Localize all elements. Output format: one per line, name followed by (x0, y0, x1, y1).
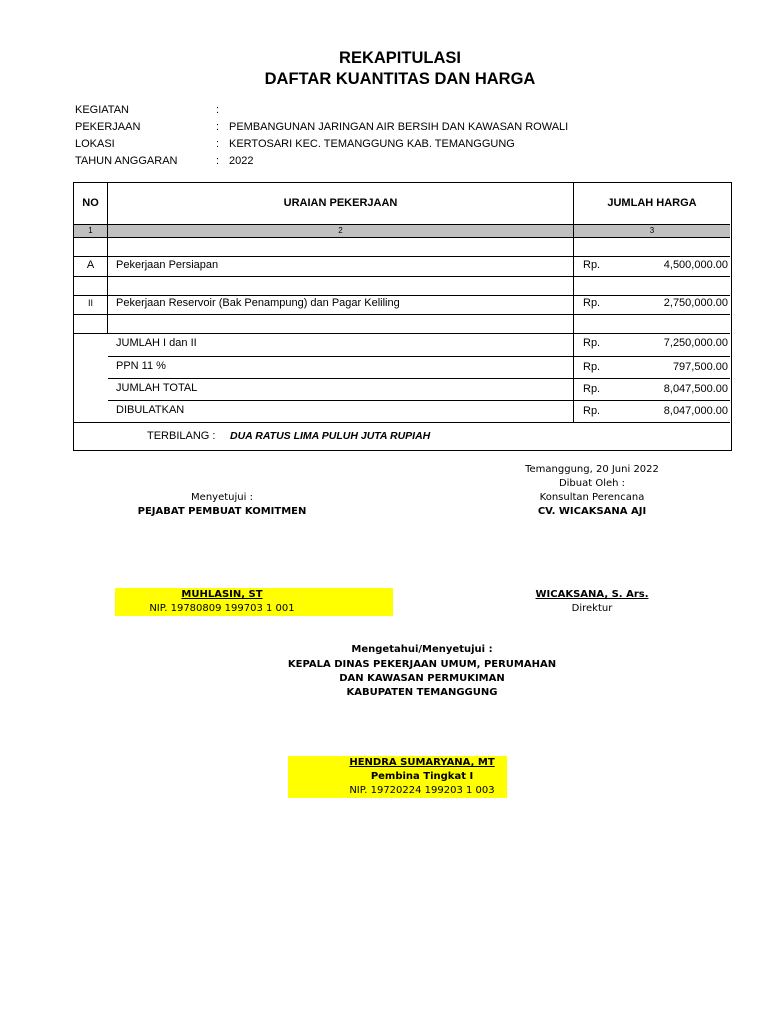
row-divider (108, 400, 730, 401)
summary-amount: 8,047,000.00 (663, 405, 728, 417)
item-uraian: Pekerjaan Reservoir (Bak Penampung) dan Pagar Keliling (116, 297, 400, 309)
info-value-lokasi: KERTOSARI KEC. TEMANGGUNG KAB. TEMANGGUNG (229, 138, 515, 150)
summary-currency: Rp. (583, 361, 601, 373)
summary-amount: 7,250,000.00 (663, 337, 728, 349)
info-label-lokasi: LOKASI (75, 138, 115, 150)
column-divider (573, 183, 574, 422)
kepala-dinas-line1: KEPALA DINAS PEKERJAAN UMUM, PERUMAHAN (287, 659, 557, 670)
dibuat-oleh-label: Dibuat Oleh : (558, 478, 626, 489)
item-amount: 2,750,000.00 (663, 297, 728, 309)
document-subtitle: DAFTAR KUANTITAS DAN HARGA (264, 70, 536, 88)
row-divider (74, 314, 730, 315)
terbilang-value: DUA RATUS LIMA PULUH JUTA RUPIAH (230, 430, 431, 442)
menyetujui-label: Menyetujui : (191, 492, 253, 503)
info-value-tahun-anggaran: 2022 (229, 155, 254, 167)
info-colon: : (216, 121, 220, 133)
header-no: NO (82, 197, 99, 209)
header-jumlah-harga: JUMLAH HARGA (607, 197, 697, 209)
summary-currency: Rp. (583, 383, 601, 395)
summary-currency: Rp. (583, 405, 601, 417)
item-currency: Rp. (583, 259, 601, 271)
rekap-table (73, 182, 732, 451)
summary-label: JUMLAH I dan II (116, 337, 197, 349)
document-title: REKAPITULASI (339, 49, 461, 67)
pejabat-title: PEJABAT PEMBUAT KOMITMEN (137, 506, 307, 517)
kepala-dinas-line3: KABUPATEN TEMANGGUNG (346, 687, 498, 698)
mengetahui-label: Mengetahui/Menyetujui : (351, 644, 493, 655)
column-number-band (74, 225, 730, 237)
row-divider (74, 224, 730, 225)
right-signatory-position: Direktur (571, 603, 613, 614)
kepala-signatory-nip: NIP. 19720224 199203 1 003 (349, 785, 495, 796)
left-signatory-name: MUHLASIN, ST (181, 589, 263, 600)
row-divider (108, 356, 730, 357)
info-colon: : (216, 155, 220, 167)
col-number-1: 1 (88, 226, 93, 235)
konsultan-role: Konsultan Perencana (539, 492, 645, 503)
item-currency: Rp. (583, 297, 601, 309)
row-divider (74, 422, 730, 423)
right-signatory-name: WICAKSANA, S. Ars. (535, 589, 649, 600)
info-colon: : (216, 104, 220, 116)
item-uraian: Pekerjaan Persiapan (116, 259, 219, 271)
row-divider (74, 295, 730, 296)
kepala-signatory-name: HENDRA SUMARYANA, MT (349, 757, 495, 768)
item-no: II (87, 298, 93, 308)
summary-label: PPN 11 % (116, 360, 166, 372)
row-divider (74, 276, 730, 277)
header-uraian: URAIAN PEKERJAAN (283, 197, 398, 209)
place-date: Temanggung, 20 Juni 2022 (525, 464, 659, 475)
row-divider (74, 256, 730, 257)
summary-label: DIBULATKAN (116, 404, 185, 416)
konsultan-company: CV. WICAKSANA AJI (537, 506, 647, 517)
col-number-3: 3 (649, 226, 655, 235)
row-divider (74, 333, 730, 334)
row-divider (74, 237, 730, 238)
info-label-tahun-anggaran: TAHUN ANGGARAN (75, 155, 178, 167)
kepala-dinas-line2: DAN KAWASAN PERMUKIMAN (339, 673, 505, 684)
summary-amount: 797,500.00 (672, 361, 728, 373)
info-value-pekerjaan: PEMBANGUNAN JARINGAN AIR BERSIH DAN KAWASAN ROWALI (229, 121, 569, 133)
summary-currency: Rp. (583, 337, 601, 349)
kepala-signatory-rank: Pembina Tingkat I (370, 771, 474, 782)
left-signatory-nip: NIP. 19780809 199703 1 001 (149, 603, 295, 614)
row-divider (108, 378, 730, 379)
item-no: A (86, 259, 95, 271)
summary-amount: 8,047,500.00 (663, 383, 728, 395)
item-amount: 4,500,000.00 (663, 259, 728, 271)
info-label-kegiatan: KEGIATAN (75, 104, 129, 116)
col-number-2: 2 (338, 226, 343, 235)
info-colon: : (216, 138, 220, 150)
info-label-pekerjaan: PEKERJAAN (75, 121, 141, 133)
summary-label: JUMLAH TOTAL (116, 382, 198, 394)
terbilang-label: TERBILANG : (147, 430, 216, 442)
column-divider (107, 183, 108, 333)
